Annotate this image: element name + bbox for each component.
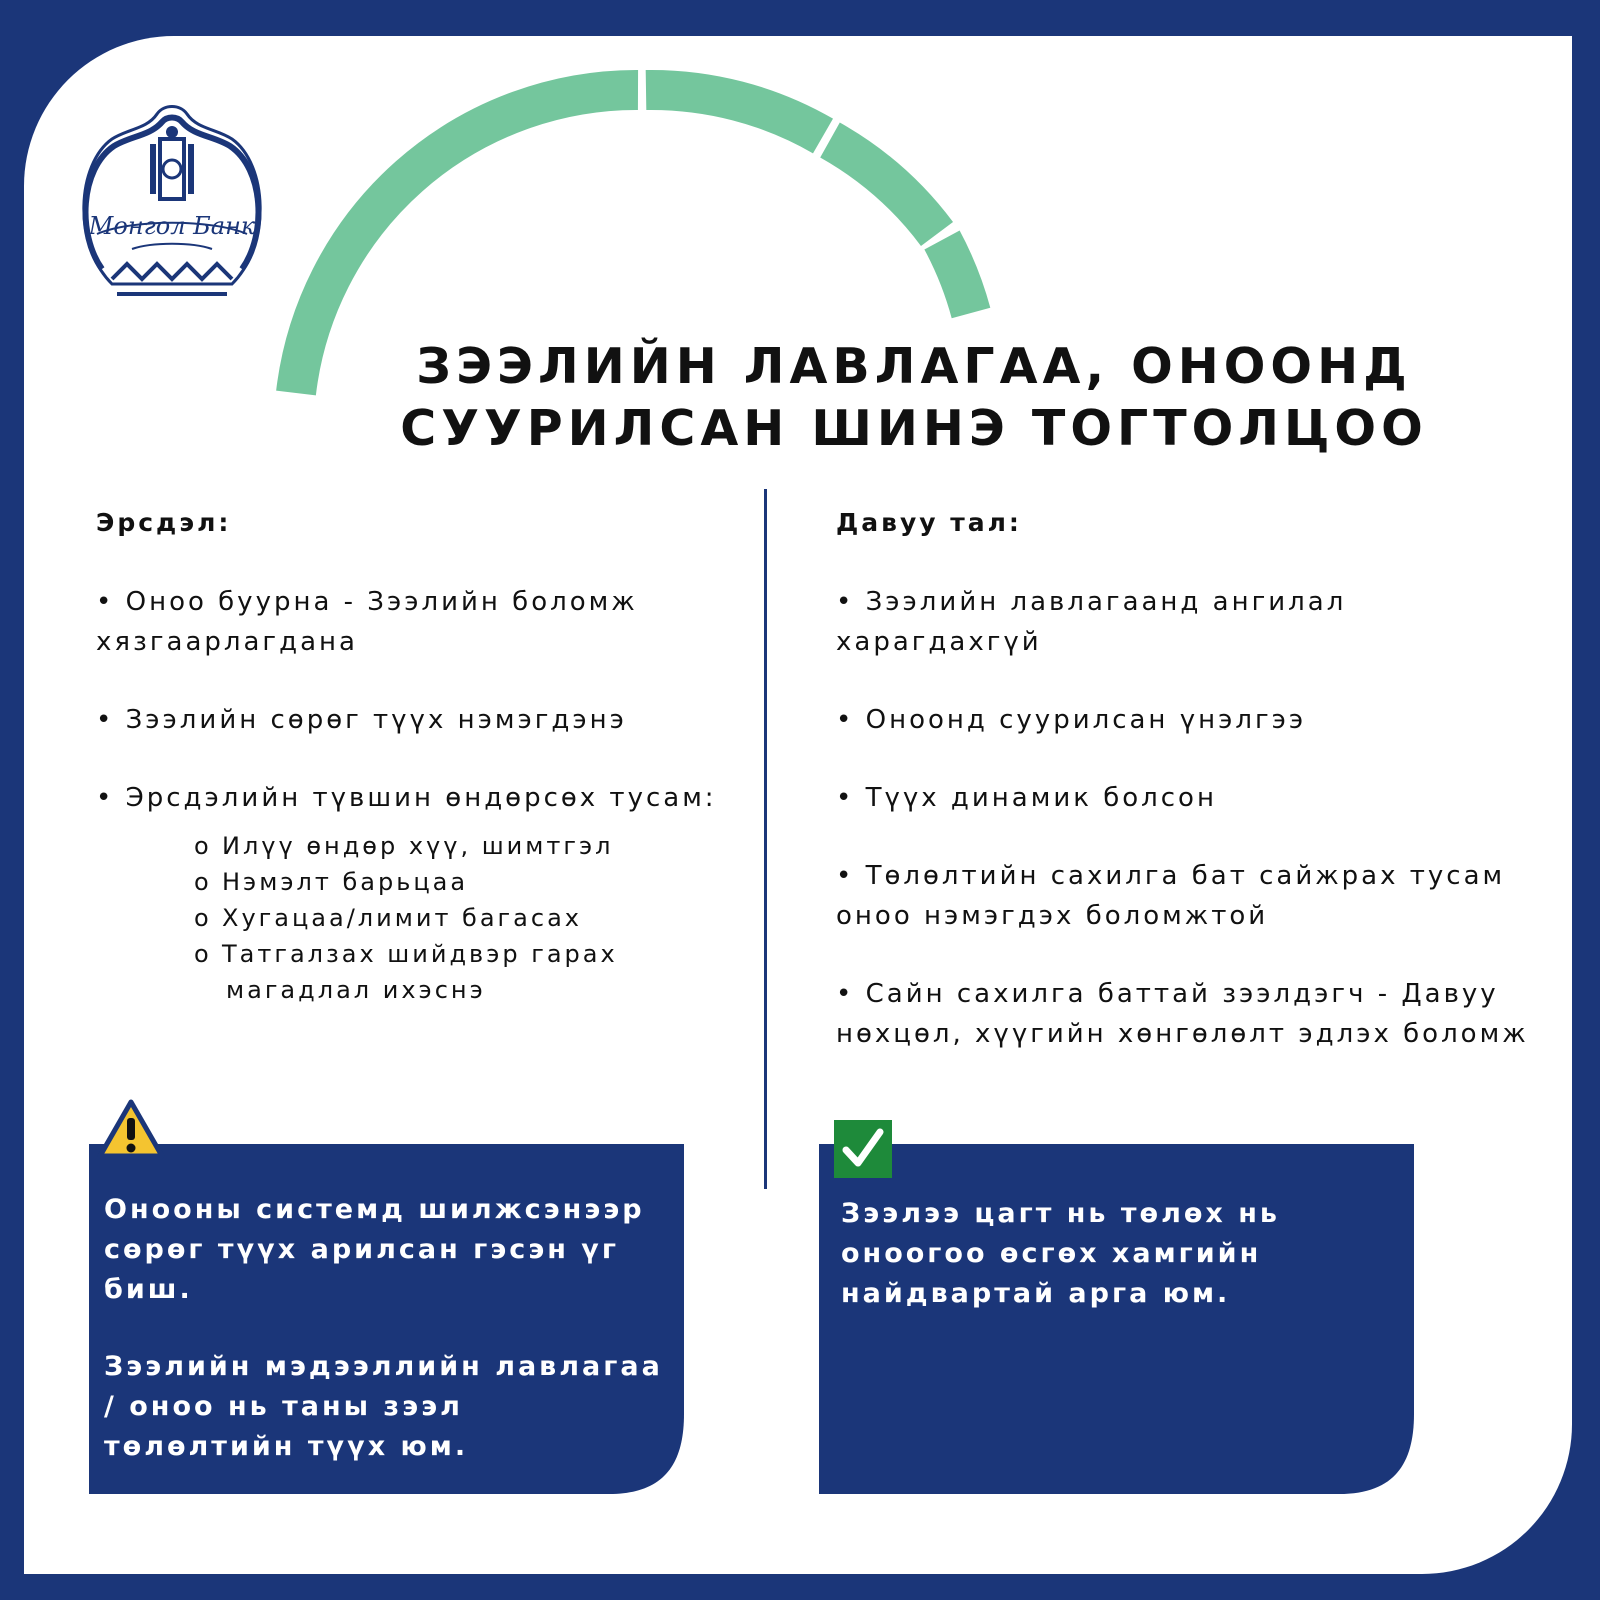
advantage-item: • Төлөлтийн сахилга бат сайжрах тусам оноо нэмэгдэх боломжтой <box>836 861 1506 931</box>
risk-item: • Оноо буурна - Зээлийн боломж хязгаарлагдана <box>96 587 638 657</box>
risk-item: • Эрсдэлийн түвшин өндөрсөх тусам: <box>96 783 717 813</box>
advantage-item: • Зээлийн лавлагаанд ангилал харагдахгүй <box>836 587 1347 657</box>
advantages-column <box>836 506 1536 1092</box>
risk-item: • Зээлийн сөрөг түүх нэмэгдэнэ <box>96 705 627 735</box>
warning-box <box>89 1144 684 1494</box>
risk-subitem-continuation: магадлал ихэснэ <box>226 976 486 1004</box>
page-title <box>394 336 1434 460</box>
warning-box-text-2: Зээлийн мэдээллийн лавлагаа / оноо нь таны зээл төлөлтийн түүх юм. <box>104 1351 663 1462</box>
risks-heading: Эрсдэл: <box>96 508 232 537</box>
column-divider <box>764 489 767 1189</box>
infographic-card <box>24 36 1572 1574</box>
logo-text: Монгол Банк <box>88 212 256 240</box>
risks-column <box>96 506 736 1008</box>
warning-box-text-1: Онооны системд шилжсэнээр сөрөг түүх арилсан гэсэн үг биш. <box>104 1194 645 1305</box>
risk-subitem: o Илүү өндөр хүү, шимтгэл <box>194 832 614 860</box>
risk-subitem: o Хугацаа/лимит багасах <box>194 904 582 932</box>
gauge-segment-4 <box>942 240 971 313</box>
title-line-2: СУУРИЛСАН ШИНЭ ТОГТОЛЦОО <box>400 400 1428 457</box>
advantage-item: • Сайн сахилга баттай зээлдэгч - Давуу нөхцөл, хүүгийн хөнгөлөлт эдлэх боломж <box>836 979 1529 1049</box>
check-box-text: Зээлээ цагт нь төлөх нь оноогоо өсгөх хамгийн найдвартай арга юм. <box>841 1198 1280 1309</box>
check-box <box>819 1144 1414 1494</box>
gauge-segment-2 <box>646 90 823 136</box>
advantage-item: • Түүх динамик болсон <box>836 783 1217 813</box>
risk-subitem: o Татгалзах шийдвэр гарах <box>194 940 618 968</box>
check-icon <box>834 1120 892 1178</box>
warning-icon <box>96 1098 166 1162</box>
risk-subitems <box>194 828 736 1008</box>
title-line-1: ЗЭЭЛИЙН ЛАВЛАГАА, ОНООНД <box>416 338 1412 395</box>
risk-subitem: o Нэмэлт барьцаа <box>194 868 469 896</box>
advantages-heading: Давуу тал: <box>836 508 1022 537</box>
gauge-segment-3 <box>830 140 937 234</box>
advantage-item: • Оноонд суурилсан үнэлгээ <box>836 705 1307 735</box>
